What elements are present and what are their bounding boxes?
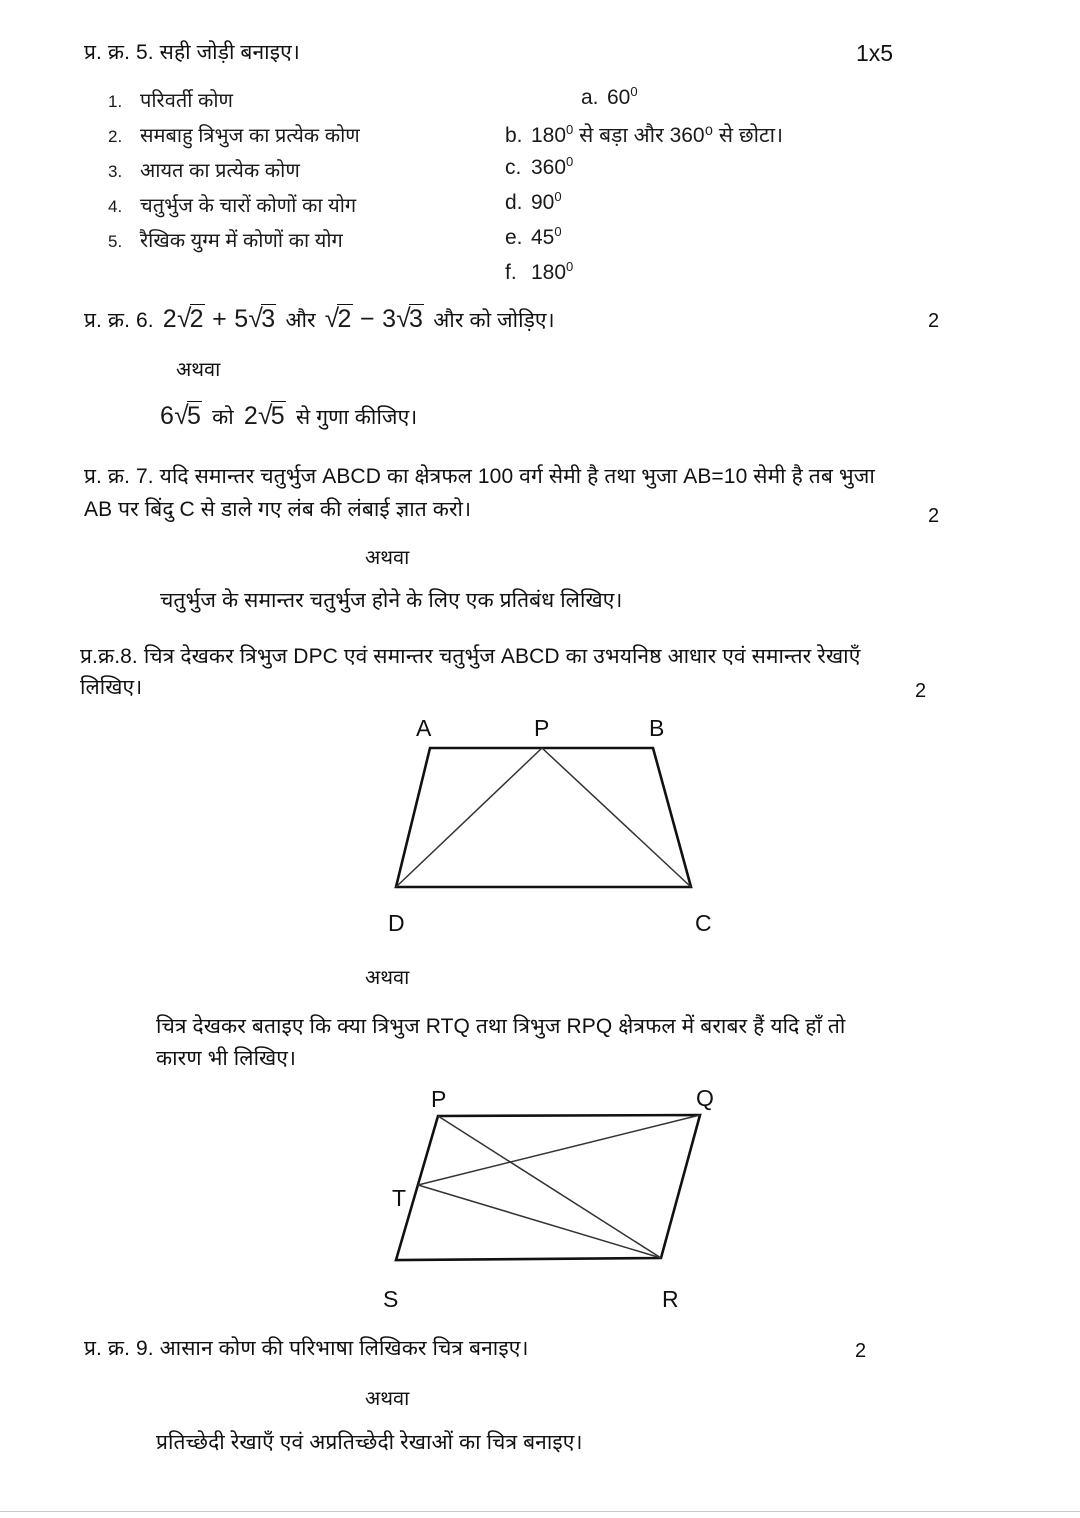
- figure-label-a: A: [416, 715, 432, 741]
- figure-label-q: Q: [696, 1085, 714, 1111]
- list-item: [505, 261, 965, 296]
- question-6-marks: 2: [928, 310, 940, 332]
- list-item-label: आयत का प्रत्येक कोण: [140, 160, 300, 182]
- list-item-index: b.: [505, 124, 523, 147]
- list-item-index: a.: [581, 86, 599, 109]
- figure-label-p: P: [534, 715, 550, 741]
- list-item-index: 2.: [108, 127, 123, 146]
- question-5-marks: 1x5: [856, 40, 894, 66]
- list-item-value: $180^0$: [531, 259, 574, 284]
- question-6-alt-expression-b: 2√5: [243, 400, 285, 430]
- trapezoid-outline: [396, 748, 691, 887]
- segment-tq: [418, 1115, 700, 1185]
- list-item-index: 5.: [108, 232, 123, 251]
- segment-pr: [438, 1116, 661, 1258]
- list-item: [505, 226, 965, 261]
- list-item: [108, 156, 508, 191]
- figure-label-d: D: [388, 910, 405, 936]
- segment-dp: [396, 748, 542, 887]
- question-6-alt-mid: को: [212, 406, 234, 429]
- question-7-line-1: [84, 462, 984, 492]
- figure-label-p: P: [431, 1086, 447, 1112]
- list-item-value: $90^0$: [531, 189, 562, 214]
- list-item: [505, 156, 965, 191]
- figure-label-b: B: [649, 715, 665, 741]
- question-8-text-1: चित्र देखकर त्रिभुज DPC एवं समान्तर चतुर्भुज ABCD का उभयनिष्ठ आधार एवं समान्तर रेखाएँ: [143, 645, 861, 668]
- figure-label-c: C: [695, 910, 712, 936]
- segment-pc: [542, 748, 691, 887]
- question-6-expression-b: √2 − 3√3: [324, 303, 424, 333]
- parallelogram-outline: [396, 1115, 700, 1260]
- list-item-value: $360^0$: [531, 154, 574, 179]
- list-item: [108, 191, 508, 226]
- list-item-index: 4.: [108, 197, 123, 216]
- figure-label-t: T: [392, 1185, 407, 1211]
- question-7-marks: 2: [928, 505, 940, 527]
- list-item-index: f.: [505, 261, 517, 284]
- question-6-heading: [84, 303, 555, 336]
- question-7-line-2: AB पर बिंदु C से डाले गए लंब की लंबाई ज्ञात करो।: [84, 498, 472, 521]
- list-item-index: 1.: [108, 92, 123, 111]
- list-item: [108, 121, 508, 156]
- question-7-number: प्र. क्र. 7.: [84, 465, 154, 488]
- question-6-alternative: [160, 400, 417, 433]
- question-8-line-1: [80, 642, 1000, 672]
- question-7-text-1: यदि समान्तर चतुर्भुज ABCD का क्षेत्रफल 100 वर्ग सेमी है तथा भुजा AB=10 सेमी है तब भुजा: [159, 465, 875, 488]
- question-6-athwa: अथवा: [176, 359, 221, 381]
- question-6-alt-expression-a: 6√5: [160, 400, 202, 430]
- list-item: [108, 226, 508, 261]
- list-item: [505, 191, 965, 226]
- question-5-text: सही जोड़ी बनाइए।: [159, 41, 300, 64]
- question-6-connector: और: [285, 309, 316, 332]
- list-item-value: $60^0$: [607, 84, 638, 109]
- footer-divider: [0, 1511, 1080, 1512]
- matching-column-right: [505, 86, 965, 296]
- question-9-number: प्र. क्र. 9.: [84, 1337, 154, 1360]
- trapezoid-abcd-svg: [370, 715, 730, 945]
- question-8-athwa: अथवा: [365, 967, 410, 989]
- question-9-marks: 2: [855, 1340, 867, 1362]
- figure-label-s: S: [383, 1286, 399, 1312]
- list-item-label: परिवर्ती कोण: [140, 90, 233, 112]
- question-8-marks: 2: [915, 680, 927, 702]
- question-7-alternative: चतुर्भुज के समान्तर चतुर्भुज होने के लिए एक प्रतिबंध लिखिए।: [160, 589, 623, 612]
- figure-label-r: R: [662, 1286, 679, 1312]
- list-item: [505, 86, 965, 121]
- question-6-expression-a: 2√2 + 5√3: [162, 303, 276, 333]
- figure-parallelogram-pqrs: [370, 1085, 730, 1315]
- question-9-heading: [84, 1334, 529, 1364]
- question-9-athwa: अथवा: [365, 1388, 410, 1410]
- list-item-index: d.: [505, 191, 523, 214]
- question-9-text: आसान कोण की परिभाषा लिखिकर चित्र बनाइए।: [159, 1337, 529, 1360]
- list-item: [108, 86, 508, 121]
- list-item-index: c.: [505, 156, 522, 179]
- list-item-index: 3.: [108, 162, 123, 181]
- question-8-alt-line-1: चित्र देखकर बताइए कि क्या त्रिभुज RTQ तथा त्रिभुज RPQ क्षेत्रफल में बराबर हैं यदि हाँ तो: [156, 1015, 846, 1038]
- question-9-alternative: प्रतिच्छेदी रेखाएँ एवं अप्रतिच्छेदी रेखाओं का चित्र बनाइए।: [156, 1431, 583, 1454]
- question-5-number: प्र. क्र. 5.: [84, 41, 154, 64]
- list-item: [505, 121, 965, 156]
- list-item-value: $45^0$: [531, 224, 562, 249]
- matching-column-left: [108, 86, 508, 261]
- list-item-value: $180^0$ से बड़ा और 360⁰ से छोटा।: [531, 122, 784, 147]
- list-item-label: चतुर्भुज के चारों कोणों का योग: [140, 195, 357, 217]
- parallelogram-pqrs-svg: [370, 1090, 730, 1315]
- question-8-alt-line-2: कारण भी लिखिए।: [156, 1047, 297, 1070]
- list-item-index: e.: [505, 226, 523, 249]
- segment-tr: [418, 1185, 661, 1258]
- question-6-number: प्र. क्र. 6.: [84, 309, 154, 332]
- question-8-line-2: लिखिए।: [80, 676, 143, 699]
- question-7-athwa: अथवा: [365, 547, 410, 569]
- list-item-label: रैखिक युग्म में कोणों का योग: [140, 230, 343, 252]
- question-6-tail: और को जोड़िए।: [433, 309, 555, 332]
- question-5-heading: [84, 38, 300, 68]
- figure-trapezoid-abcd: [370, 715, 730, 945]
- question-8-number: प्र.क्र.8.: [80, 645, 138, 668]
- list-item-label: समबाहु त्रिभुज का प्रत्येक कोण: [140, 125, 360, 147]
- question-6-alt-tail: से गुणा कीजिए।: [295, 406, 418, 429]
